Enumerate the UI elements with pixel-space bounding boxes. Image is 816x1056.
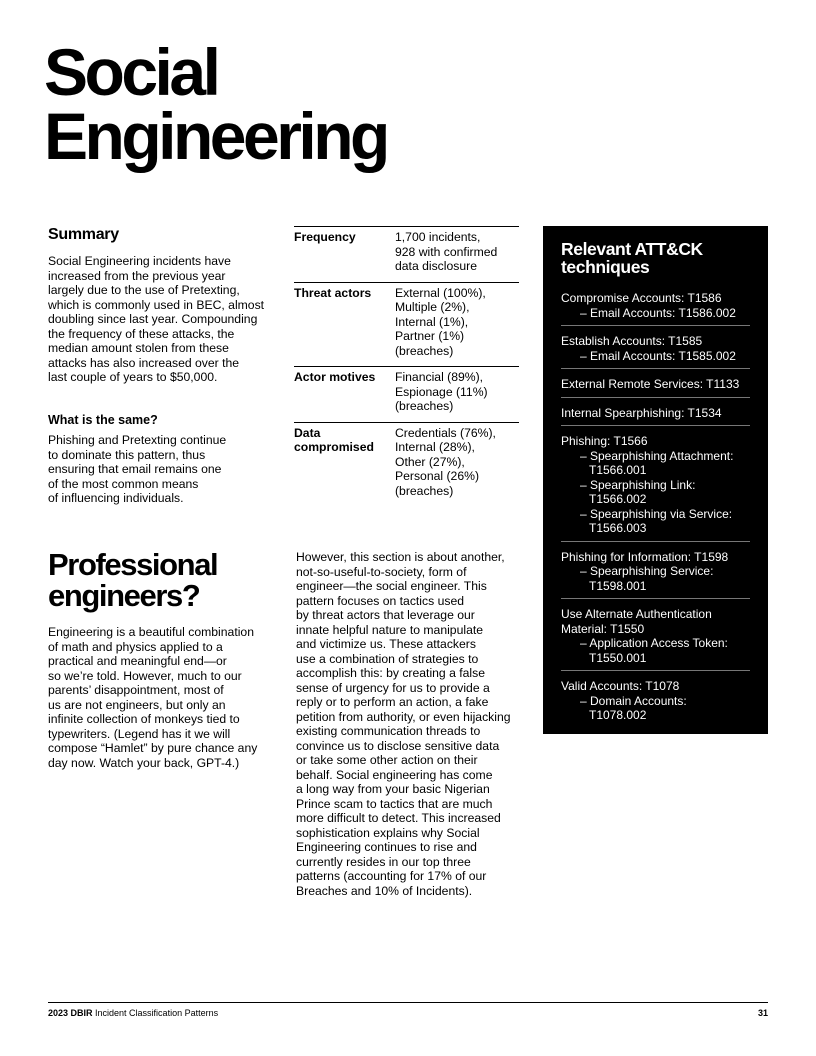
facts-value: External (100%), Multiple (2%), Internal (1%), Partner (1%) (breaches) [395,285,486,358]
attck-technique-main: External Remote Services: T1133 [561,377,740,391]
attck-technique [561,406,750,427]
professional-engineers-text: Engineering is a beautiful combination of math and physics applied to a practical and meaningful end—or so we’re told. However, much to our parents’ disappointment, most of us are not engineers, but only an infinite collection of monkeys tied to typewriters. (Legend has it we will compose “Hamlet” by pure chance any day now. Watch your back, GPT-4.) [48,625,258,770]
attck-subtechnique: – Email Accounts: T1586.002 [580,305,736,320]
attck-technique-main: Establish Accounts: T1585 [561,334,703,348]
page-title-line-2: Engineering [44,99,387,173]
professional-engineers-section [48,549,278,770]
professional-engineers-heading: Professional engineers? [48,547,218,613]
attck-subtechnique: – Domain Accounts: T1078.002 [580,693,687,722]
facts-label: Frequency [294,230,356,244]
facts-label: Data compromised [294,425,374,454]
facts-label: Threat actors [294,285,372,300]
summary-section [48,226,278,385]
attck-technique [561,550,750,600]
facts-row-frequency [294,227,519,283]
attck-technique-main: Phishing for Information: T1598 [561,549,729,564]
facts-value: Credentials (76%), Internal (28%), Other (27%), Personal (26%) (breaches) [395,425,496,498]
attck-technique-main: Internal Spearphishing: T1534 [561,405,722,420]
attck-technique [561,334,750,369]
facts-value: 1,700 incidents, 928 with confirmed data disclosure [395,230,498,273]
footer-section-name: Incident Classification Patterns [92,1008,219,1018]
attck-title: Relevant ATT&CK techniques [561,239,703,277]
facts-row-actor-motives [294,367,519,423]
summary-heading: Summary [48,226,119,243]
attck-technique-main: Phishing: T1566 [561,434,648,448]
page-number: 31 [757,1008,768,1018]
footer-report-name: 2023 DBIR [48,1008,93,1018]
attck-technique-main: Use Alternate Authentication Material: T1550 [561,607,712,636]
attck-technique-main: Valid Accounts: T1078 [561,679,680,693]
what-is-same-text: Phishing and Pretexting continue to dominate this pattern, thus ensuring that email remains one of the most common means of influencing individuals. [48,433,227,505]
summary-text: Social Engineering incidents have increased from the previous year largely due to the use of Pretexting, which is commonly used in BEC, almost doubling since last year. Compounding the frequency of these attacks, the median amount stolen from these attacks has also increased over the last couple of years to $50,000. [48,254,265,384]
attck-technique [561,434,750,542]
what-is-same-heading: What is the same? [48,413,158,427]
social-engineer-text: However, this section is about another, not-so-useful-to-society, form of engineer—the social engineer. This pattern focuses on tactics used by threat actors that leverage our innate helpful nature to manipulate and victimize us. These attackers use a combination of strategies to accomplish this: by creating a false sense of urgency for us to provide a reply or to perform an action, a fake petition from authority, or even hijacking existing communication threads to convince us to disclose sensitive data or take some other action on their behalf. Social engineering has come a long way from your basic Nigerian Prince scam to tactics that are much more difficult to detect. This increased sophistication explains why Social Engineering continues to rise and currently resides in our top three patterns (accounting for 17% of our Breaches and 10% of Incidents). [296,550,511,898]
facts-row-data-compromised [294,423,519,507]
facts-value: Financial (89%), Espionage (11%) (breaches) [395,370,488,413]
page-footer [48,1002,768,1018]
facts-label: Actor motives [294,370,376,384]
attck-subtechnique: – Spearphishing Service: T1598.001 [580,564,714,593]
what-is-same-section [48,413,278,506]
attck-technique [561,607,750,671]
attck-subtechnique: – Application Access Token: T1550.001 [580,636,728,665]
attck-subtechnique: – Spearphishing Link: T1566.002 [580,477,696,506]
social-engineer-section [296,550,521,898]
attck-techniques-box [543,226,768,734]
attck-technique [561,377,750,398]
page-title [44,35,387,173]
attck-subtechnique: – Email Accounts: T1585.002 [580,348,736,363]
facts-table [294,226,519,506]
attck-subtechnique: – Spearphishing via Service: T1566.003 [580,506,733,535]
attck-technique [561,291,750,326]
attck-technique-main: Compromise Accounts: T1586 [561,291,722,305]
facts-row-threat-actors [294,283,519,368]
footer-title [48,1008,218,1018]
page-title-line-1: Social [44,35,218,109]
attck-subtechnique: – Spearphishing Attachment: T1566.001 [580,448,734,477]
attck-technique [561,679,750,728]
